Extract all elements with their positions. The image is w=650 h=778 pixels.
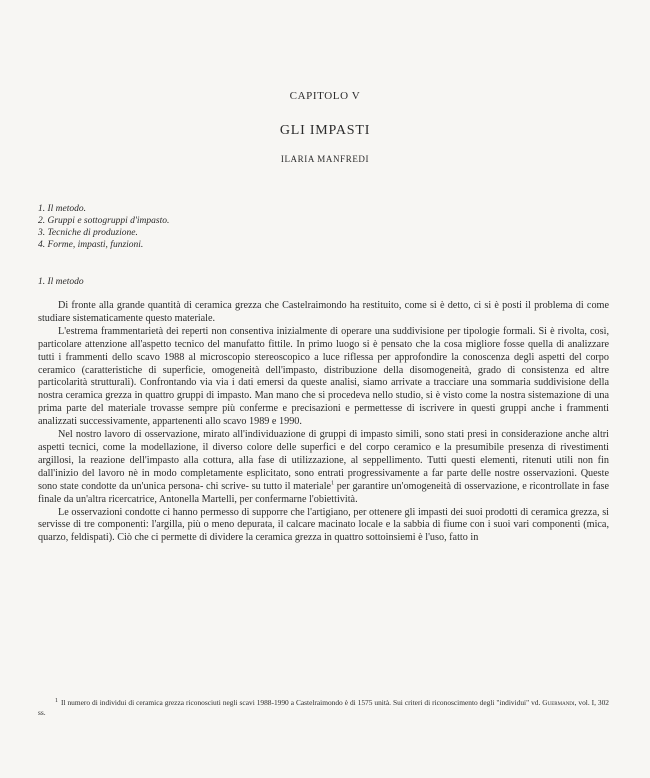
chapter-author: ILARIA MANFREDI	[280, 154, 370, 164]
paragraph-text: per garantire un'omogeneità di osservazione, e ricontrollate in fase finale da un'altra ricercatrice, Antonella Martelli, per confermarne l'obiettività.	[38, 480, 609, 505]
toc-item: 1. Il metodo.	[38, 204, 87, 214]
footnote-citation-author: Guermandi	[542, 698, 575, 707]
toc-item: 3. Tecniche di produzione.	[38, 228, 138, 238]
footnote-text: , vol. I, 302 ss.	[38, 698, 610, 717]
chapter-number: CAPITOLO V	[289, 90, 361, 102]
paragraph: Le osservazioni condotte ci hanno permesso di supporre che l'artigiano, per ottenere gli impasti dei suoi prodotti di ceramica grezza, si servisse di tre componenti: l'argilla, più o meno depurata, il calcare macinato locale e la sabbia di fiume con i suoi vari componenti (mica, quarzo, feldispati). Ciò che ci permette di dividere la ceramica grezza in quattro sottoinsiemi è l'uso, fatto in	[38, 506, 609, 544]
footnote-text: Il numero di individui di ceramica grezza riconosciuti negli scavi 1988-1990 a Castelraimondo è di 1575 unità. Sui criteri di riconoscimento degli "individui" vd.	[61, 698, 543, 707]
footnote-reference[interactable]: 1	[331, 480, 335, 487]
chapter-title: GLI IMPASTI	[279, 123, 371, 138]
footnote: 1 Il numero di individui di ceramica grezza riconosciuti negli scavi 1988-1990 a Castelraimondo è di 1575 unità. Sui criteri di riconoscimento degli "individui" vd. Guermandi, vol. I, 302 ss.	[38, 697, 610, 717]
paragraph: L'estrema frammentarietà dei reperti non consentiva inizialmente di operare una suddivisione per tipologie formali. Si è rivolta, così, particolare attenzione all'aspetto tecnico del manufatto fittile. In primo luogo si è pensato che la cosa migliore fosse quella di analizzare tutti i frammenti dello scavo 1988 al microscopio stereoscopico a luce riflessa per approfondire la conoscenza degli aspetti del corpo ceramico (caratteristiche di superficie, omogeneità dell'impasto, distribuzione della disomogeneità, grado di consistenza ed altre particolarità strutturali). Confrontando via via i dati emersi da queste analisi, siamo arrivate a tracciare una sommaria suddivisione della nostra ceramica grezza in quattro gruppi di impasto. Man mano che si procedeva nello studio, si è visto come la nostra sistemazione di una prima parte del materiale trovasse sempre più conferme e precisazioni e permettesse di iscrivere in questi gruppi anche i frammenti analizzati successivamente, appartenenti allo scavo 1989 e 1990.	[38, 325, 609, 428]
paragraph-text: Nel nostro lavoro di osservazione, mirato all'individuazione di gruppi di impasto simili, sono stati presi in considerazione anche altri aspetti tecnici, come la modellazione, il diverso colore delle superfici e del corpo ceramico e la presumibile presenza di rivestimenti argillosi, la reazione dell'impasto alla cottura, alla fase di utilizzazione, al seppellimento. Tutti questi elementi, ritenuti utili non fin dall'inizio del lavoro nè in modo completamente esplicitato, sono entrati progressivamente a far parte delle nostre osservazioni. Queste sono state condotte da un'unica persona- chi scrive- su tutto il materiale	[38, 429, 609, 492]
toc-item: 2. Gruppi e sottogruppi d'impasto.	[38, 216, 170, 226]
table-of-contents	[38, 203, 338, 251]
paragraph	[38, 429, 609, 506]
toc-item: 4. Forme, impasti, funzioni.	[38, 240, 144, 250]
section-heading: 1. Il metodo	[38, 277, 84, 287]
body-text	[38, 300, 609, 545]
paragraph: Di fronte alla grande quantità di ceramica grezza che Castelraimondo ha restituito, come si è detto, ci si è posti il problema di come studiare sistematicamente questo materiale.	[38, 300, 609, 324]
